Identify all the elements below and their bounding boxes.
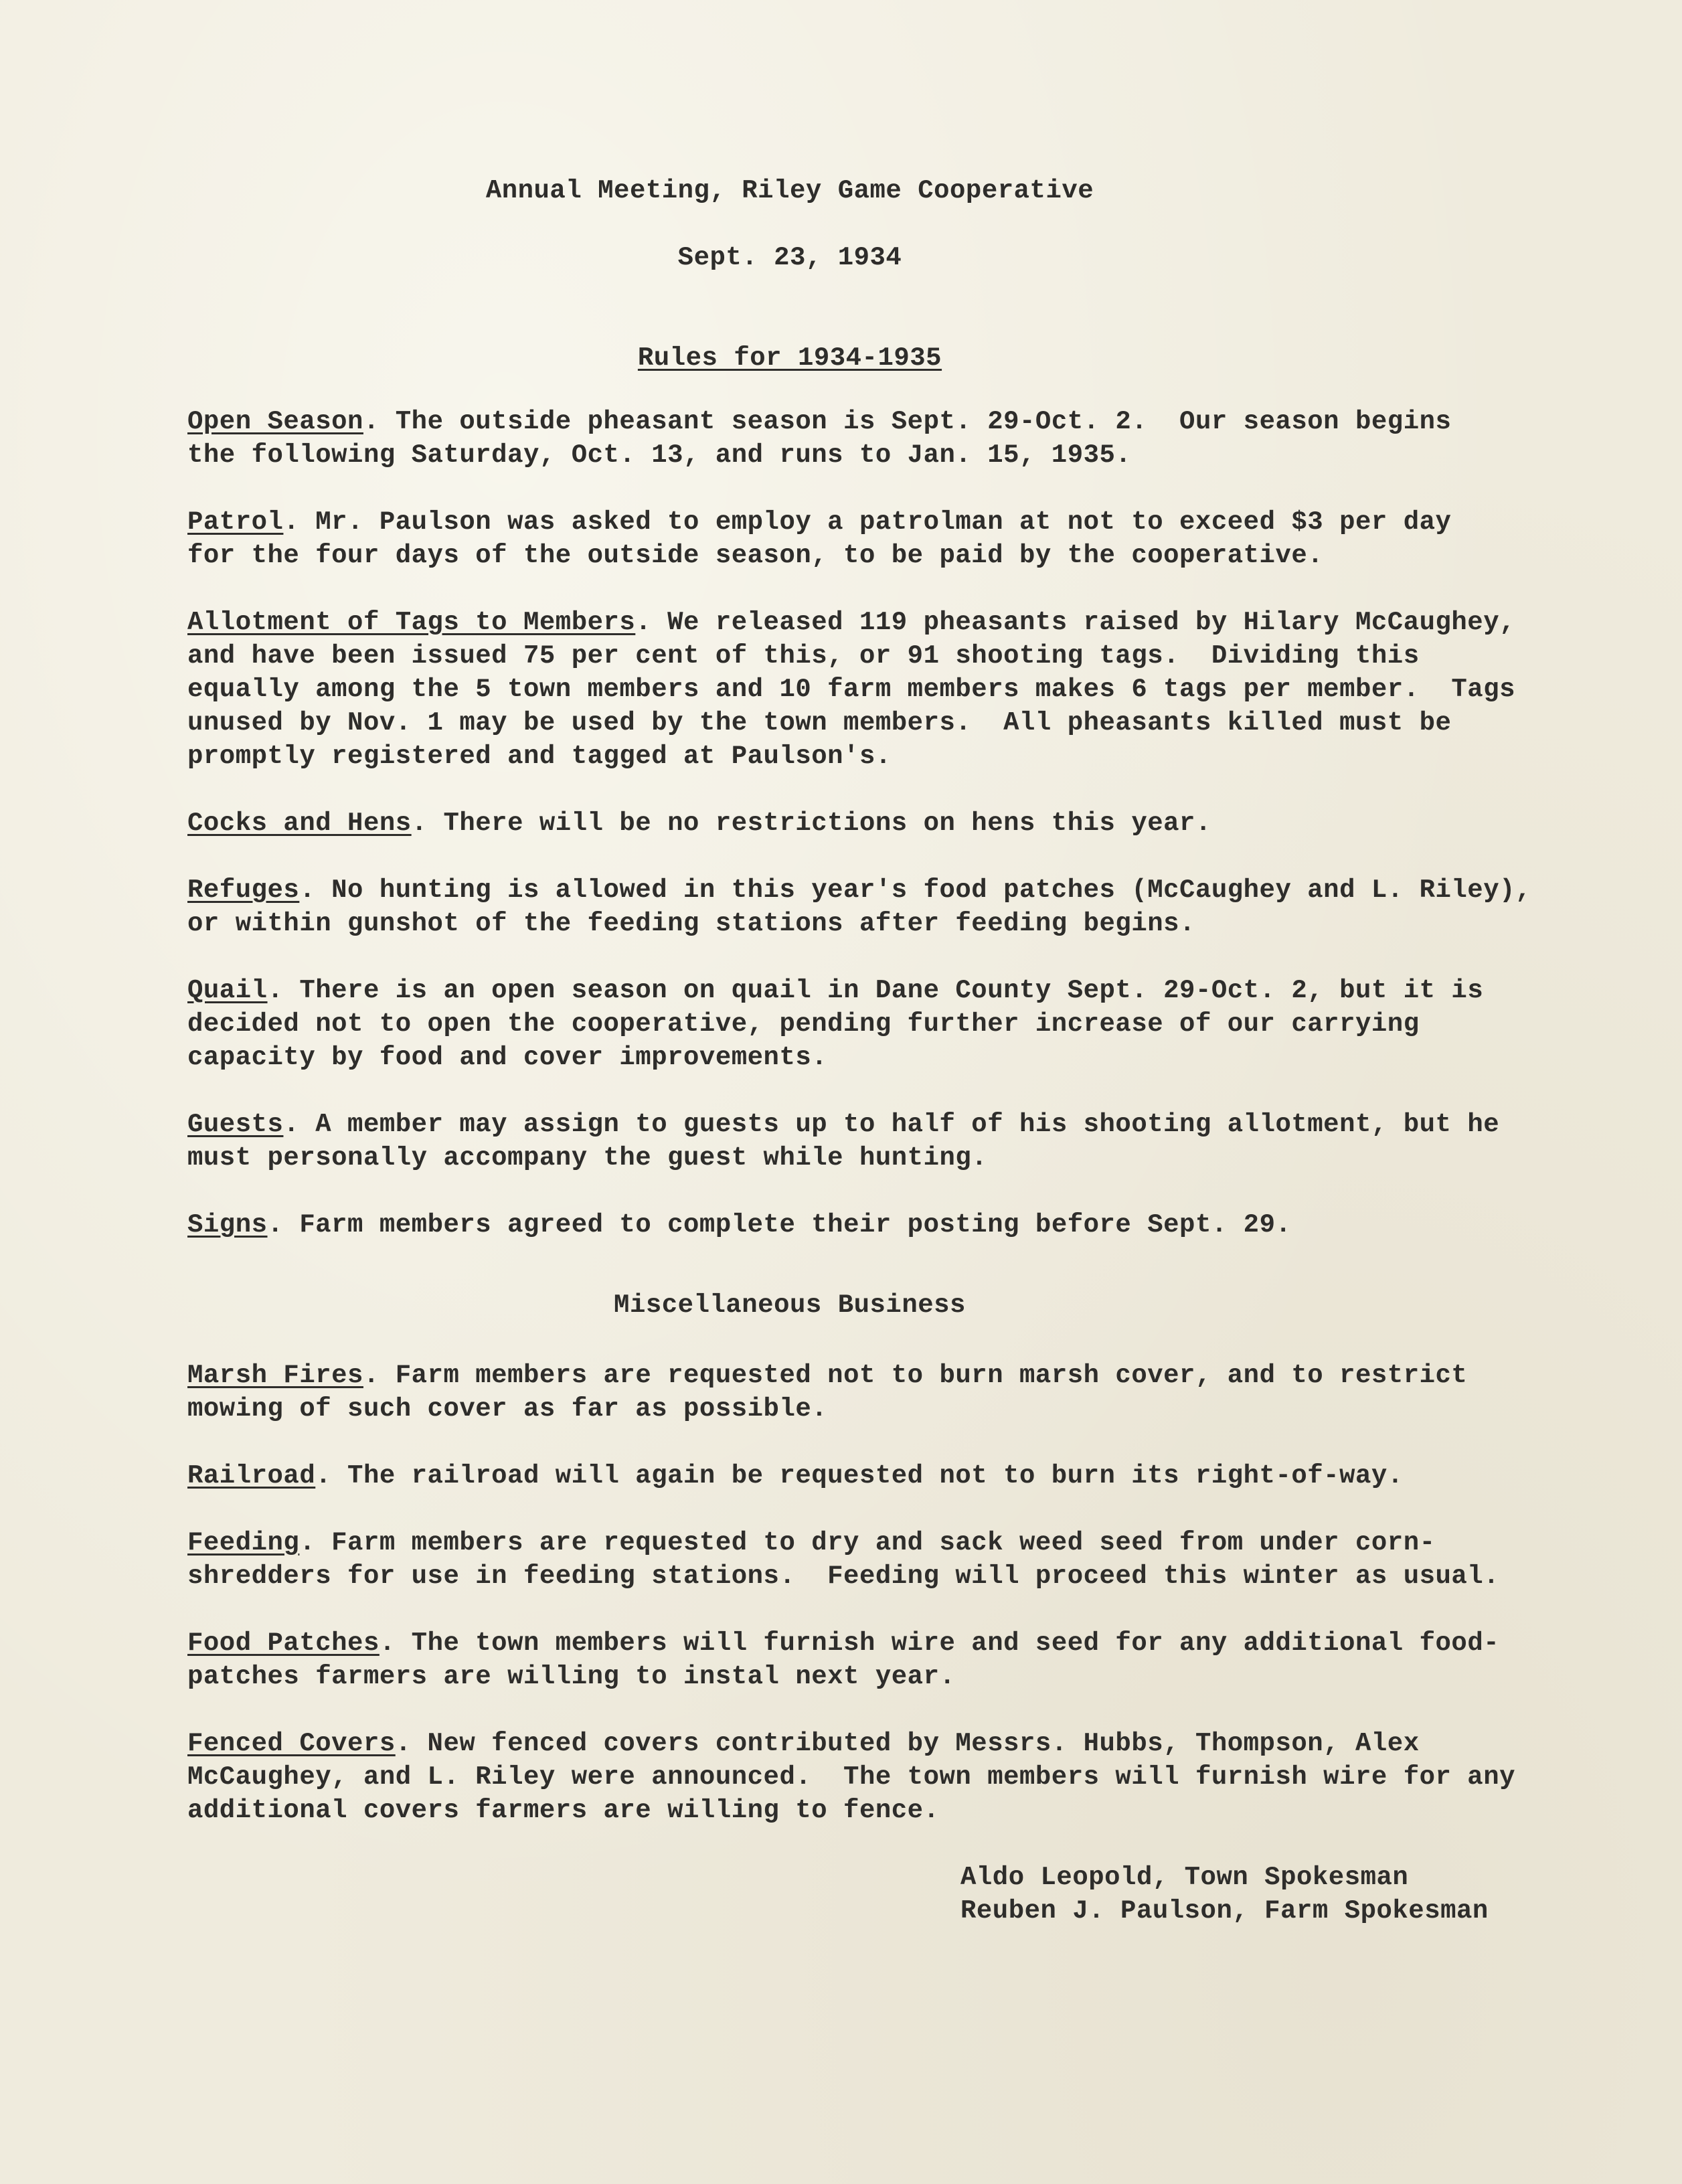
- misc-food-patches: [187, 1626, 1613, 1693]
- rule-text: . We released 119 pheasants raised by Hilary McCaughey, and have been issued 75 per cent of this, or 91 shooting tags. Dividing this equally among the 5 town members and 10 farm members makes 6 tags per member. Tags unused by Nov. 1 may be used by the town members. All pheasants killed must be promptly registered and tagged at Paulson's.: [187, 608, 1516, 771]
- misc-railroad: [187, 1459, 1613, 1493]
- rule-heading: Patrol: [187, 507, 284, 537]
- misc-item-heading: Railroad: [187, 1461, 316, 1491]
- rule-heading: Cocks and Hens: [187, 809, 412, 838]
- document-body: [187, 174, 1613, 1928]
- rule-heading: Guests: [187, 1110, 284, 1139]
- rule-text: . There will be no restrictions on hens this year.: [411, 809, 1211, 838]
- rule-heading: Refuges: [187, 875, 300, 905]
- misc-item-heading: Food Patches: [187, 1628, 380, 1658]
- rules-heading-text: Rules for 1934-1935: [637, 343, 942, 373]
- rule-open-season: [187, 405, 1613, 472]
- misc-item-text: . The railroad will again be requested not to burn its right-of-way.: [315, 1461, 1404, 1491]
- rule-cocks-and-hens: [187, 807, 1613, 840]
- misc-feeding: [187, 1526, 1613, 1593]
- signature-block: [187, 1861, 1613, 1928]
- rule-heading: Allotment of Tags to Members: [187, 608, 636, 637]
- rule-heading: Signs: [187, 1210, 268, 1240]
- rule-text: . There is an open season on quail in Dane County Sept. 29-Oct. 2, but it is decided not to open the cooperative, pending further increase of our carrying capacity by food and cover improvements.: [187, 976, 1484, 1072]
- misc-list: [187, 1359, 1613, 1827]
- rule-text: . Mr. Paulson was asked to employ a patrolman at not to exceed $3 per day for the four days of the outside season, to be paid by the cooperative.: [187, 507, 1452, 570]
- rule-text: . The outside pheasant season is Sept. 29-Oct. 2. Our season begins the following Saturday, Oct. 13, and runs to Jan. 15, 1935.: [187, 407, 1452, 470]
- misc-item-heading: Feeding: [187, 1528, 300, 1558]
- rule-allotment-of-tags: [187, 606, 1613, 773]
- rule-text: . No hunting is allowed in this year's food patches (McCaughey and L. Riley), or within gunshot of the feeding stations after feeding begins.: [187, 875, 1531, 938]
- rule-text: . Farm members agreed to complete their posting before Sept. 29.: [267, 1210, 1292, 1240]
- misc-item-text: . The town members will furnish wire and seed for any additional food- patches farmers are willing to instal next year.: [187, 1628, 1500, 1691]
- signature-town-spokesman: Aldo Leopold, Town Spokesman: [960, 1863, 1409, 1892]
- signature-farm-spokesman: Reuben J. Paulson, Farm Spokesman: [960, 1896, 1489, 1926]
- misc-heading: [187, 1288, 1392, 1322]
- misc-item-text: . Farm members are requested to dry and sack weed seed from under corn- shredders for use in feeding stations. Feeding will proceed this winter as usual.: [187, 1528, 1500, 1591]
- document-title: Annual Meeting, Riley Game Cooperative: [485, 176, 1094, 205]
- rule-refuges: [187, 873, 1613, 940]
- misc-heading-text: Miscellaneous Business: [614, 1290, 966, 1320]
- rule-guests: [187, 1108, 1613, 1175]
- misc-item-heading: Marsh Fires: [187, 1361, 363, 1390]
- misc-fenced-covers: [187, 1727, 1613, 1827]
- rule-heading: Open Season: [187, 407, 363, 436]
- rules-list: [187, 405, 1613, 1242]
- rule-heading: Quail: [187, 976, 268, 1005]
- document-date: Sept. 23, 1934: [677, 243, 902, 272]
- misc-marsh-fires: [187, 1359, 1613, 1426]
- misc-item-text: . Farm members are requested not to burn marsh cover, and to restrict mowing of such cover as far as possible.: [187, 1361, 1468, 1424]
- rule-text: . A member may assign to guests up to half of his shooting allotment, but he must personally accompany the guest while hunting.: [187, 1110, 1500, 1173]
- misc-item-text: . New fenced covers contributed by Messrs. Hubbs, Thompson, Alex McCaughey, and L. Riley were announced. The town members will furnish wire for any additional covers farmers are willing to fence.: [187, 1729, 1516, 1825]
- rule-quail: [187, 974, 1613, 1074]
- rule-signs: [187, 1208, 1613, 1242]
- rule-patrol: [187, 505, 1613, 572]
- misc-item-heading: Fenced Covers: [187, 1729, 396, 1758]
- rules-heading: [187, 341, 1392, 375]
